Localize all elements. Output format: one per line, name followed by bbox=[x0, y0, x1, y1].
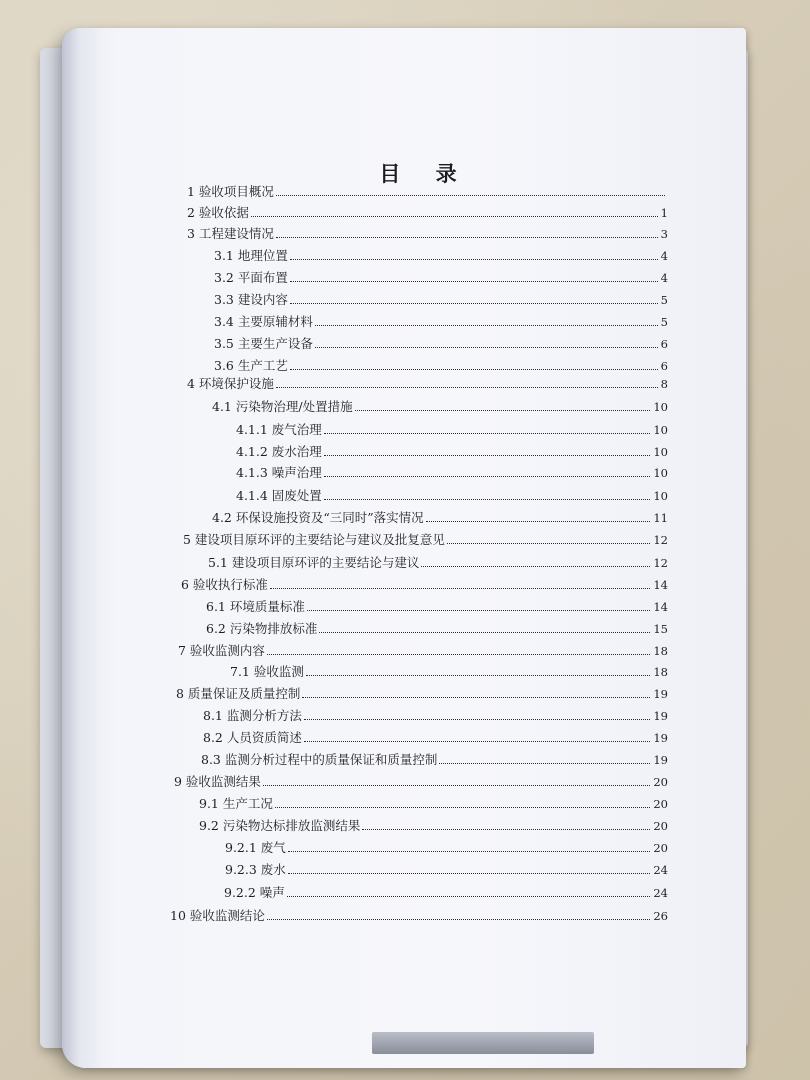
page-title: 目 录 bbox=[379, 162, 471, 186]
toc-entry-label: 3 工程建设情况 bbox=[187, 226, 274, 241]
toc-entry-label: 9 验收监测结果 bbox=[174, 774, 261, 789]
dot-leader bbox=[324, 476, 651, 477]
toc-entry bbox=[236, 420, 668, 438]
toc-entry-label: 4.1 污染物治理/处置措施 bbox=[212, 399, 353, 414]
dot-leader bbox=[275, 807, 651, 808]
toc-entry bbox=[174, 772, 668, 790]
toc-entry-page-number: 3 bbox=[660, 227, 668, 241]
dot-leader bbox=[290, 369, 658, 370]
dot-leader bbox=[304, 719, 651, 720]
dot-leader bbox=[288, 873, 651, 874]
toc-entry-label: 3.3 建设内容 bbox=[214, 292, 288, 307]
toc-entry-page-number: 10 bbox=[653, 466, 668, 480]
dot-leader bbox=[315, 325, 658, 326]
toc-entry-page-number: 15 bbox=[653, 622, 668, 636]
dot-leader bbox=[290, 303, 658, 304]
toc-entry-page-number: 6 bbox=[660, 337, 668, 351]
toc-entry-label: 2 验收依据 bbox=[187, 205, 249, 220]
toc-entry-page-number: 5 bbox=[660, 315, 668, 329]
toc-entry bbox=[212, 397, 668, 415]
toc-entry-label: 8 质量保证及质量控制 bbox=[176, 686, 301, 701]
dot-leader bbox=[362, 829, 650, 830]
toc-entry bbox=[214, 356, 668, 374]
toc-entry-page-number: 10 bbox=[653, 400, 668, 414]
toc-entry-page-number: 4 bbox=[660, 271, 668, 285]
toc-entry-page-number: 20 bbox=[653, 775, 668, 789]
toc-entry bbox=[236, 486, 668, 504]
toc-entry bbox=[199, 794, 668, 812]
dot-leader bbox=[302, 697, 650, 698]
toc-entry-label: 3.1 地理位置 bbox=[214, 248, 288, 263]
toc-entry bbox=[187, 203, 668, 221]
dot-leader bbox=[290, 259, 658, 260]
dot-leader bbox=[287, 896, 651, 897]
toc-entry-label: 4.1.1 废气治理 bbox=[236, 422, 322, 437]
toc-entry-page-number: 4 bbox=[660, 249, 668, 263]
toc-entry-label: 5.1 建设项目原环评的主要结论与建议 bbox=[208, 555, 420, 570]
dot-leader bbox=[324, 499, 651, 500]
toc-entry-page-number: 24 bbox=[653, 863, 668, 877]
dot-leader bbox=[270, 588, 650, 589]
toc-entry-label: 9.2.2 噪声 bbox=[224, 885, 285, 900]
dot-leader bbox=[306, 675, 651, 676]
toc-entry-label: 4.1.2 废水治理 bbox=[236, 444, 322, 459]
toc-entry-label: 9.2 污染物达标排放监测结果 bbox=[199, 818, 361, 833]
toc-entry-page-number: 10 bbox=[653, 489, 668, 503]
toc-entry bbox=[214, 268, 668, 286]
toc-entry bbox=[225, 860, 668, 878]
toc-entry-page-number: 20 bbox=[653, 841, 668, 855]
toc-entry bbox=[203, 728, 668, 746]
toc-entry bbox=[187, 182, 668, 200]
toc-entry-label: 4.1.3 噪声治理 bbox=[236, 465, 322, 480]
toc-entry-page-number: 10 bbox=[653, 423, 668, 437]
toc-entry-label: 9.1 生产工况 bbox=[199, 796, 273, 811]
toc-entry-label: 9.2.1 废气 bbox=[225, 840, 286, 855]
toc-entry-label: 7.1 验收监测 bbox=[230, 664, 304, 679]
toc-entry-label: 4 环境保护设施 bbox=[187, 376, 274, 391]
toc-entry-label: 3.2 平面布置 bbox=[214, 270, 288, 285]
toc-entry-page-number: 1 bbox=[660, 206, 668, 220]
toc-entry-label: 3.4 主要原辅材料 bbox=[214, 314, 313, 329]
toc-entry bbox=[176, 684, 668, 702]
toc-entry-page-number: 19 bbox=[653, 731, 668, 745]
toc-entry-page-number: 26 bbox=[653, 909, 668, 923]
dot-leader bbox=[319, 632, 650, 633]
toc-entry-page-number: 6 bbox=[660, 359, 668, 373]
toc-entry-label: 3.6 生产工艺 bbox=[214, 358, 288, 373]
toc-entry-label: 1 验收项目概况 bbox=[187, 184, 274, 199]
toc-entry-label: 6.1 环境质量标准 bbox=[206, 599, 305, 614]
toc-entry bbox=[214, 312, 668, 330]
toc-entry bbox=[183, 530, 668, 548]
dot-leader bbox=[267, 919, 650, 920]
dot-leader bbox=[276, 195, 665, 196]
toc-entry bbox=[214, 290, 668, 308]
toc-entry-page-number: 14 bbox=[653, 600, 668, 614]
toc-entry-label: 10 验收监测结论 bbox=[170, 908, 265, 923]
dot-leader bbox=[324, 455, 651, 456]
toc-entry bbox=[236, 463, 668, 481]
dot-leader bbox=[307, 610, 651, 611]
toc-entry bbox=[206, 597, 668, 615]
toc-entry-label: 6.2 污染物排放标准 bbox=[206, 621, 318, 636]
toc-entry bbox=[225, 838, 668, 856]
dot-leader bbox=[315, 347, 658, 348]
toc-entry-page-number: 14 bbox=[653, 578, 668, 592]
dot-leader bbox=[276, 387, 658, 388]
toc-entry bbox=[224, 883, 668, 901]
toc-entry bbox=[203, 706, 668, 724]
toc-entry bbox=[170, 906, 668, 924]
toc-entry-label: 4.1.4 固废处置 bbox=[236, 488, 322, 503]
toc-entry bbox=[214, 246, 668, 264]
toc-entry-label: 9.2.3 废水 bbox=[225, 862, 286, 877]
toc-entry-page-number: 5 bbox=[660, 293, 668, 307]
toc-entry-label: 3.5 主要生产设备 bbox=[214, 336, 313, 351]
toc-entry-label: 8.2 人员资质简述 bbox=[203, 730, 302, 745]
toc-entry-page-number: 11 bbox=[653, 511, 668, 525]
toc-entry bbox=[178, 641, 668, 659]
toc-entry-page-number: 19 bbox=[653, 687, 668, 701]
toc-entry-label: 5 建设项目原环评的主要结论与建议及批复意见 bbox=[183, 532, 445, 547]
toc-entry bbox=[214, 334, 668, 352]
toc-entry-page-number: 19 bbox=[653, 709, 668, 723]
toc-entry bbox=[199, 816, 668, 834]
toc-entry bbox=[208, 553, 668, 571]
dot-leader bbox=[304, 741, 651, 742]
toc-entry-page-number: 20 bbox=[653, 819, 668, 833]
dot-leader bbox=[267, 654, 650, 655]
toc-entry bbox=[181, 575, 668, 593]
toc-entry-page-number: 8 bbox=[660, 377, 668, 391]
toc-entry-page-number: 18 bbox=[653, 665, 668, 679]
toc-entry-page-number: 10 bbox=[653, 445, 668, 459]
toc-entry bbox=[187, 224, 668, 242]
toc-entry-page-number: 19 bbox=[653, 753, 668, 767]
toc-entry-label: 8.1 监测分析方法 bbox=[203, 708, 302, 723]
toc-entry-page-number: 12 bbox=[653, 556, 668, 570]
dot-leader bbox=[355, 410, 651, 411]
toc-entry-page-number: 12 bbox=[653, 533, 668, 547]
toc-entry-page-number: 24 bbox=[653, 886, 668, 900]
toc-entry-page-number: 20 bbox=[653, 797, 668, 811]
dot-leader bbox=[263, 785, 650, 786]
toc-entry bbox=[212, 508, 668, 526]
dot-leader bbox=[290, 281, 658, 282]
toc-entry-label: 8.3 监测分析过程中的质量保证和质量控制 bbox=[201, 752, 438, 767]
dot-leader bbox=[439, 763, 650, 764]
toc-entry-page-number: 18 bbox=[653, 644, 668, 658]
dot-leader bbox=[251, 216, 658, 217]
toc-entry bbox=[206, 619, 668, 637]
dot-leader bbox=[421, 566, 650, 567]
dot-leader bbox=[288, 851, 651, 852]
toc-entry bbox=[230, 662, 668, 680]
toc-entry bbox=[187, 374, 668, 392]
dot-leader bbox=[276, 237, 658, 238]
toc-entry bbox=[236, 442, 668, 460]
toc-entry-label: 4.2 环保设施投资及“三同时”落实情况 bbox=[212, 510, 424, 525]
toc-entry-label: 7 验收监测内容 bbox=[178, 643, 265, 658]
toc-entry bbox=[201, 750, 668, 768]
dot-leader bbox=[324, 433, 651, 434]
dot-leader bbox=[447, 543, 650, 544]
toc-entry-label: 6 验收执行标准 bbox=[181, 577, 268, 592]
dot-leader bbox=[426, 521, 651, 522]
